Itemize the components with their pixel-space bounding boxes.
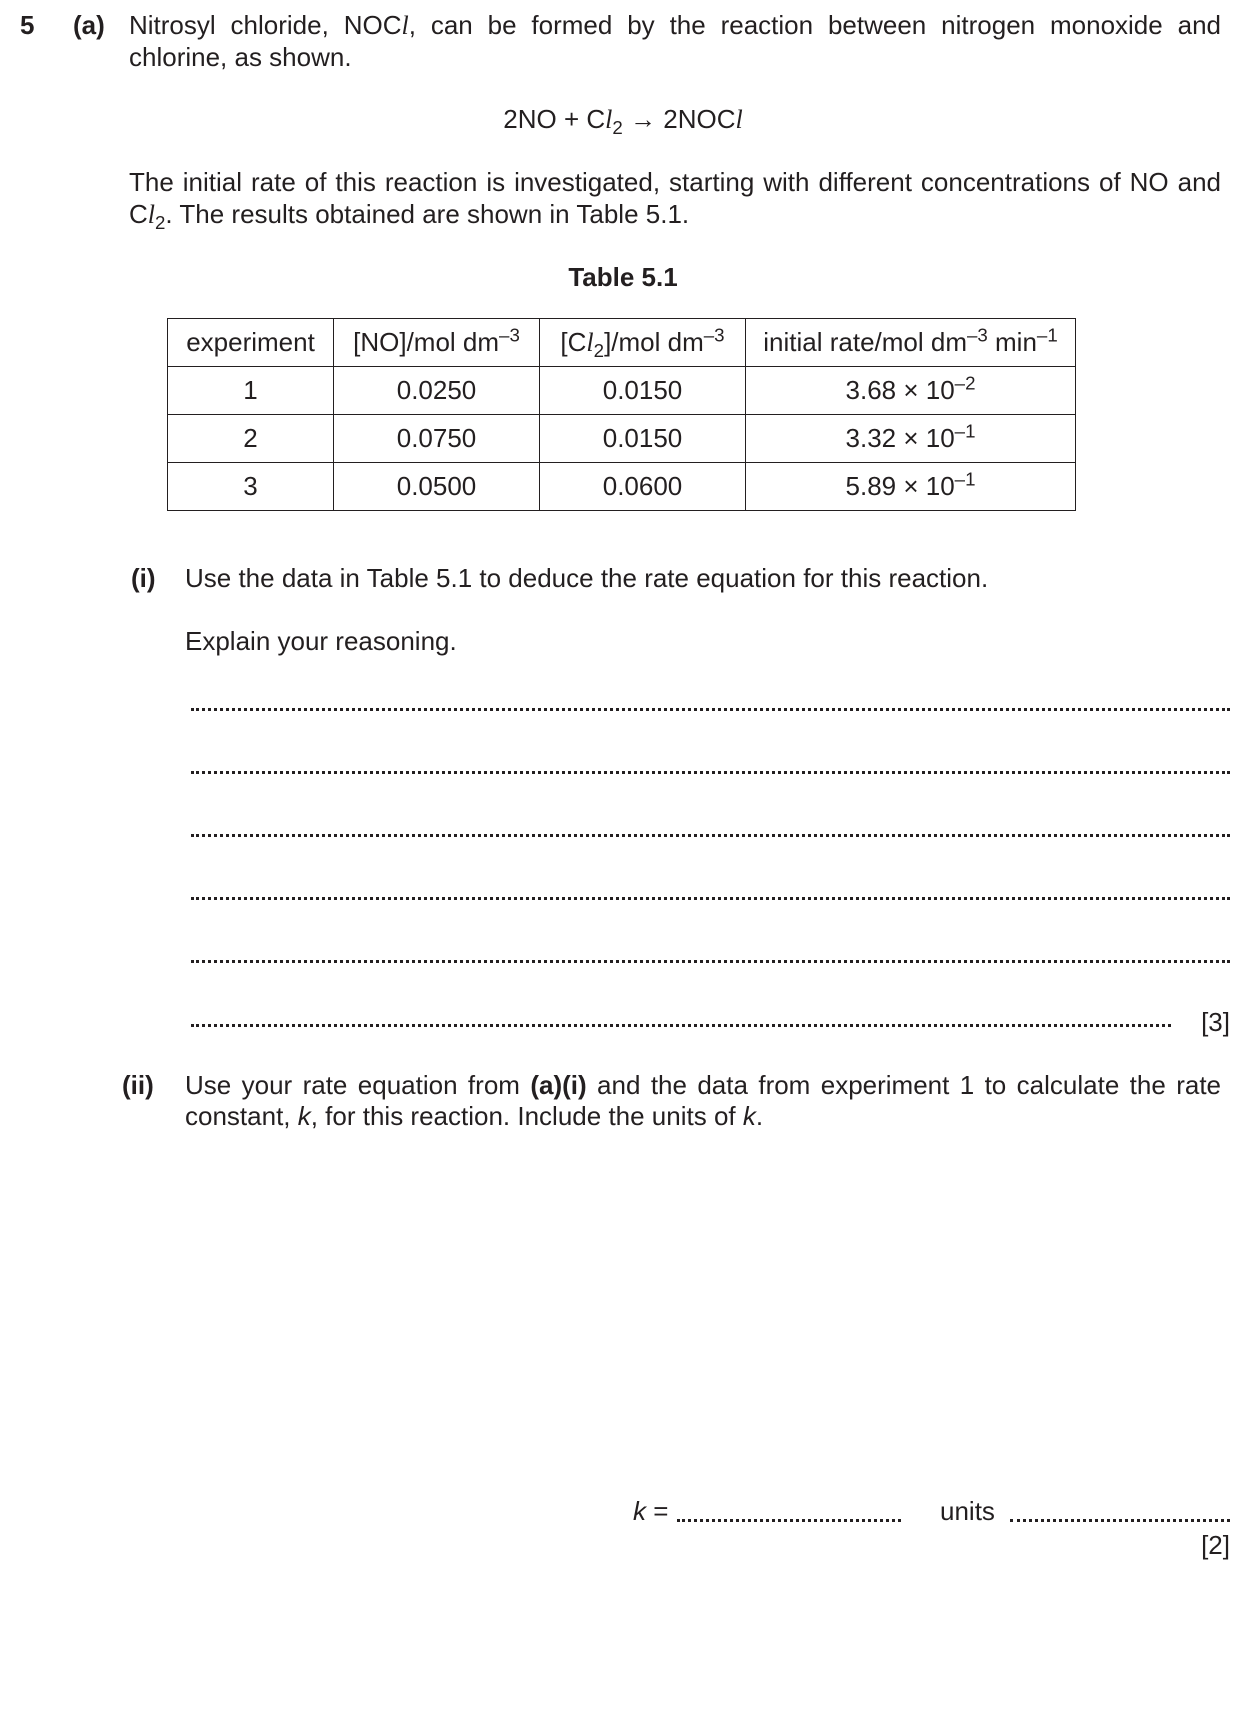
- cell-no: 0.0250: [334, 367, 540, 415]
- table-row: [168, 367, 1076, 415]
- cell-experiment: 3: [168, 463, 334, 511]
- part-i-marks: [3]: [1201, 1007, 1230, 1037]
- answer-line-5[interactable]: [191, 960, 1230, 963]
- header-experiment: experiment: [168, 319, 334, 367]
- k-answer-field[interactable]: [677, 1519, 901, 1522]
- cell-rate: $5.89 \times 10^{-1}$: [746, 463, 1076, 511]
- header-initial-rate: initial rate/mol $dm^{-3}$ $\min^{-1}$: [746, 319, 1076, 367]
- cell-experiment: 2: [168, 415, 334, 463]
- k-label: k =: [633, 1496, 669, 1526]
- answer-line-1[interactable]: [191, 708, 1230, 711]
- part-ii-label: (ii): [122, 1070, 154, 1100]
- cell-no: 0.0500: [334, 463, 540, 511]
- part-i-task2: Explain your reasoning.: [185, 626, 457, 656]
- header-cl2-concentration: $[Cl_2]$/mol $dm^{-3}$: [540, 319, 746, 367]
- part-ii-task-line2: constant, k, for this reaction. Include the units of k.: [185, 1101, 764, 1131]
- cell-cl2: 0.0150: [540, 415, 746, 463]
- data-table: [167, 318, 1076, 511]
- part-ii-marks: [2]: [1201, 1530, 1230, 1560]
- part-ii-task-line1: Use your rate equation from (a)(i) and the data from experiment 1 to calculate the rate: [185, 1070, 1221, 1100]
- reaction-arrow: →: [630, 104, 657, 134]
- part-a-label: (a): [73, 10, 105, 40]
- table-header-row: [168, 319, 1076, 367]
- cell-cl2: 0.0150: [540, 367, 746, 415]
- paragraph-line2: $Cl_2$. The results obtained are shown in Table 5.1.: [129, 199, 690, 234]
- part-i-task: Use the data in Table 5.1 to deduce the rate equation for this reaction.: [185, 563, 989, 593]
- cell-cl2: 0.0600: [540, 463, 746, 511]
- table-row: [168, 463, 1076, 511]
- cell-rate: $3.32 \times 10^{-1}$: [746, 415, 1076, 463]
- cell-no: 0.0750: [334, 415, 540, 463]
- cell-rate: $3.68 \times 10^{-2}$: [746, 367, 1076, 415]
- table-caption: Table 5.1: [568, 262, 678, 292]
- header-no-concentration: [NO]/mol $dm^{-3}$: [334, 319, 540, 367]
- table-row: [168, 415, 1076, 463]
- units-label: units: [940, 1496, 995, 1526]
- units-answer-field[interactable]: [1010, 1519, 1230, 1522]
- paragraph-line1: The initial rate of this reaction is investigated, starting with different concentrations of NO and: [129, 167, 1221, 197]
- part-a-intro-line2: chlorine, as shown.: [129, 42, 352, 72]
- part-a-intro-line1: Nitrosyl chloride, NOCl, can be formed by the reaction between nitrogen monoxide and: [129, 10, 1221, 40]
- answer-line-3[interactable]: [191, 834, 1230, 837]
- reaction-equation: $2NO + Cl_2$ → 2NOCl: [503, 104, 743, 139]
- question-number: 5: [20, 10, 35, 40]
- part-i-label: (i): [131, 563, 156, 593]
- cell-experiment: 1: [168, 367, 334, 415]
- answer-line-2[interactable]: [191, 771, 1230, 774]
- answer-line-4[interactable]: [191, 897, 1230, 900]
- answer-line-6[interactable]: [191, 1024, 1171, 1027]
